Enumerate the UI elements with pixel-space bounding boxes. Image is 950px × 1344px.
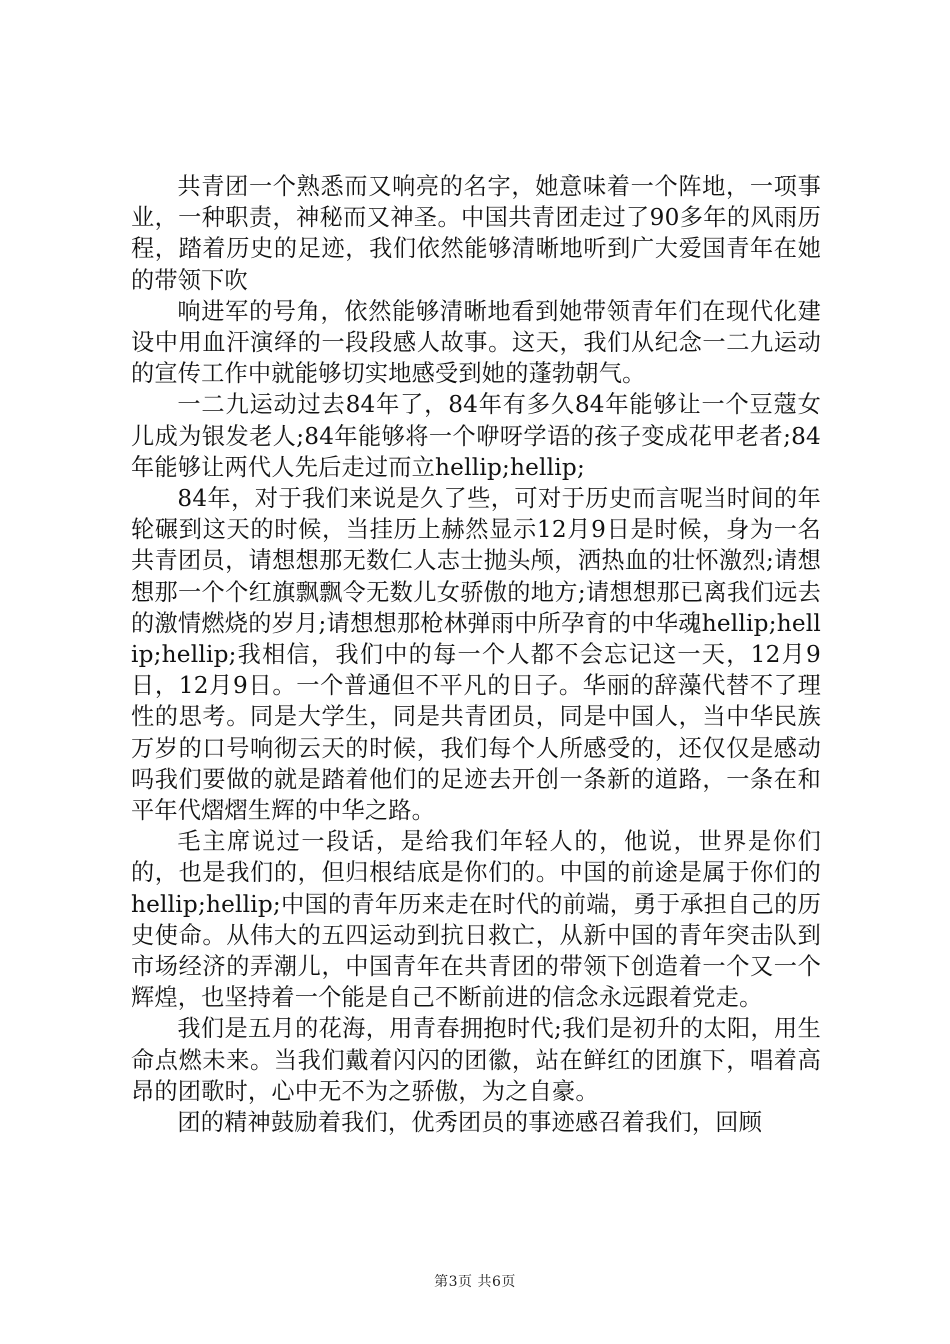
paragraph: 我们是五月的花海，用青春拥抱时代;我们是初升的太阳，用生命点燃未来。当我们戴着闪闪的团徽，站在鲜红的团旗下，唱着高昂的团歌时，心中无不为之骄傲，为之自豪。 bbox=[131, 1015, 821, 1105]
paragraph: 毛主席说过一段话，是给我们年轻人的，他说，世界是你们的，也是我们的，但归根结底是你们的。中国的前途是属于你们的hellip;hellip;中国的青年历来走在时代的前端，勇于承担自己的历史使命。从伟大的五四运动到抗日救亡，从新中国的青年突击队到市场经济的弄潮儿，中国青年在共青团的带领下创造着一个又一个辉煌，也坚持着一个能是自己不断前进的信念永远跟着党走。 bbox=[131, 828, 821, 1012]
paragraph: 一二九运动过去84年了，84年有多久84年能够让一个豆蔻女儿成为银发老人;84年能够将一个咿呀学语的孩子变成花甲老者;84年能够让两代人先后走过而立hellip;hellip; bbox=[131, 391, 821, 481]
paragraph: 84年，对于我们来说是久了些，可对于历史而言呢当时间的年轮碾到这天的时候，当挂历上赫然显示12月9日是时候，身为一名共青团员，请想想那无数仁人志士抛头颅，洒热血的壮怀激烈;请想想那一个个红旗飘飘令无数儿女骄傲的地方;请想想那已离我们远去的激情燃烧的岁月;请想想那枪林弹雨中所孕育的中华魂hellip;hellip;hellip;我相信，我们中的每一个人都不会忘记这一天，12月9日，12月9日。一个普通但不平凡的日子。华丽的辞藻代替不了理性的思考。同是大学生，同是共青团员，同是中国人，当中华民族万岁的口号响彻云天的时候，我们每个人所感受的，还仅仅是感动吗我们要做的就是踏着他们的足迹去开创一条新的道路，一条在和平年代熠熠生辉的中华之路。 bbox=[131, 485, 821, 825]
paragraph: 响进军的号角，依然能够清晰地看到她带领青年们在现代化建设中用血汗演绎的一段段感人故事。这天，我们从纪念一二九运动的宣传工作中就能够切实地感受到她的蓬勃朝气。 bbox=[131, 297, 821, 388]
paragraph: 共青团一个熟悉而又响亮的名字，她意味着一个阵地，一项事业，一种职责，神秘而又神圣。中国共青团走过了90多年的风雨历程，踏着历史的足迹，我们依然能够清晰地听到广大爱国青年在她的带领下吹 bbox=[131, 173, 821, 294]
page-number-footer: 第3页 共6页 bbox=[434, 1274, 516, 1290]
article-body bbox=[131, 171, 821, 1138]
paragraph: 团的精神鼓励着我们，优秀团员的事迹感召着我们，回顾 bbox=[177, 1109, 763, 1137]
